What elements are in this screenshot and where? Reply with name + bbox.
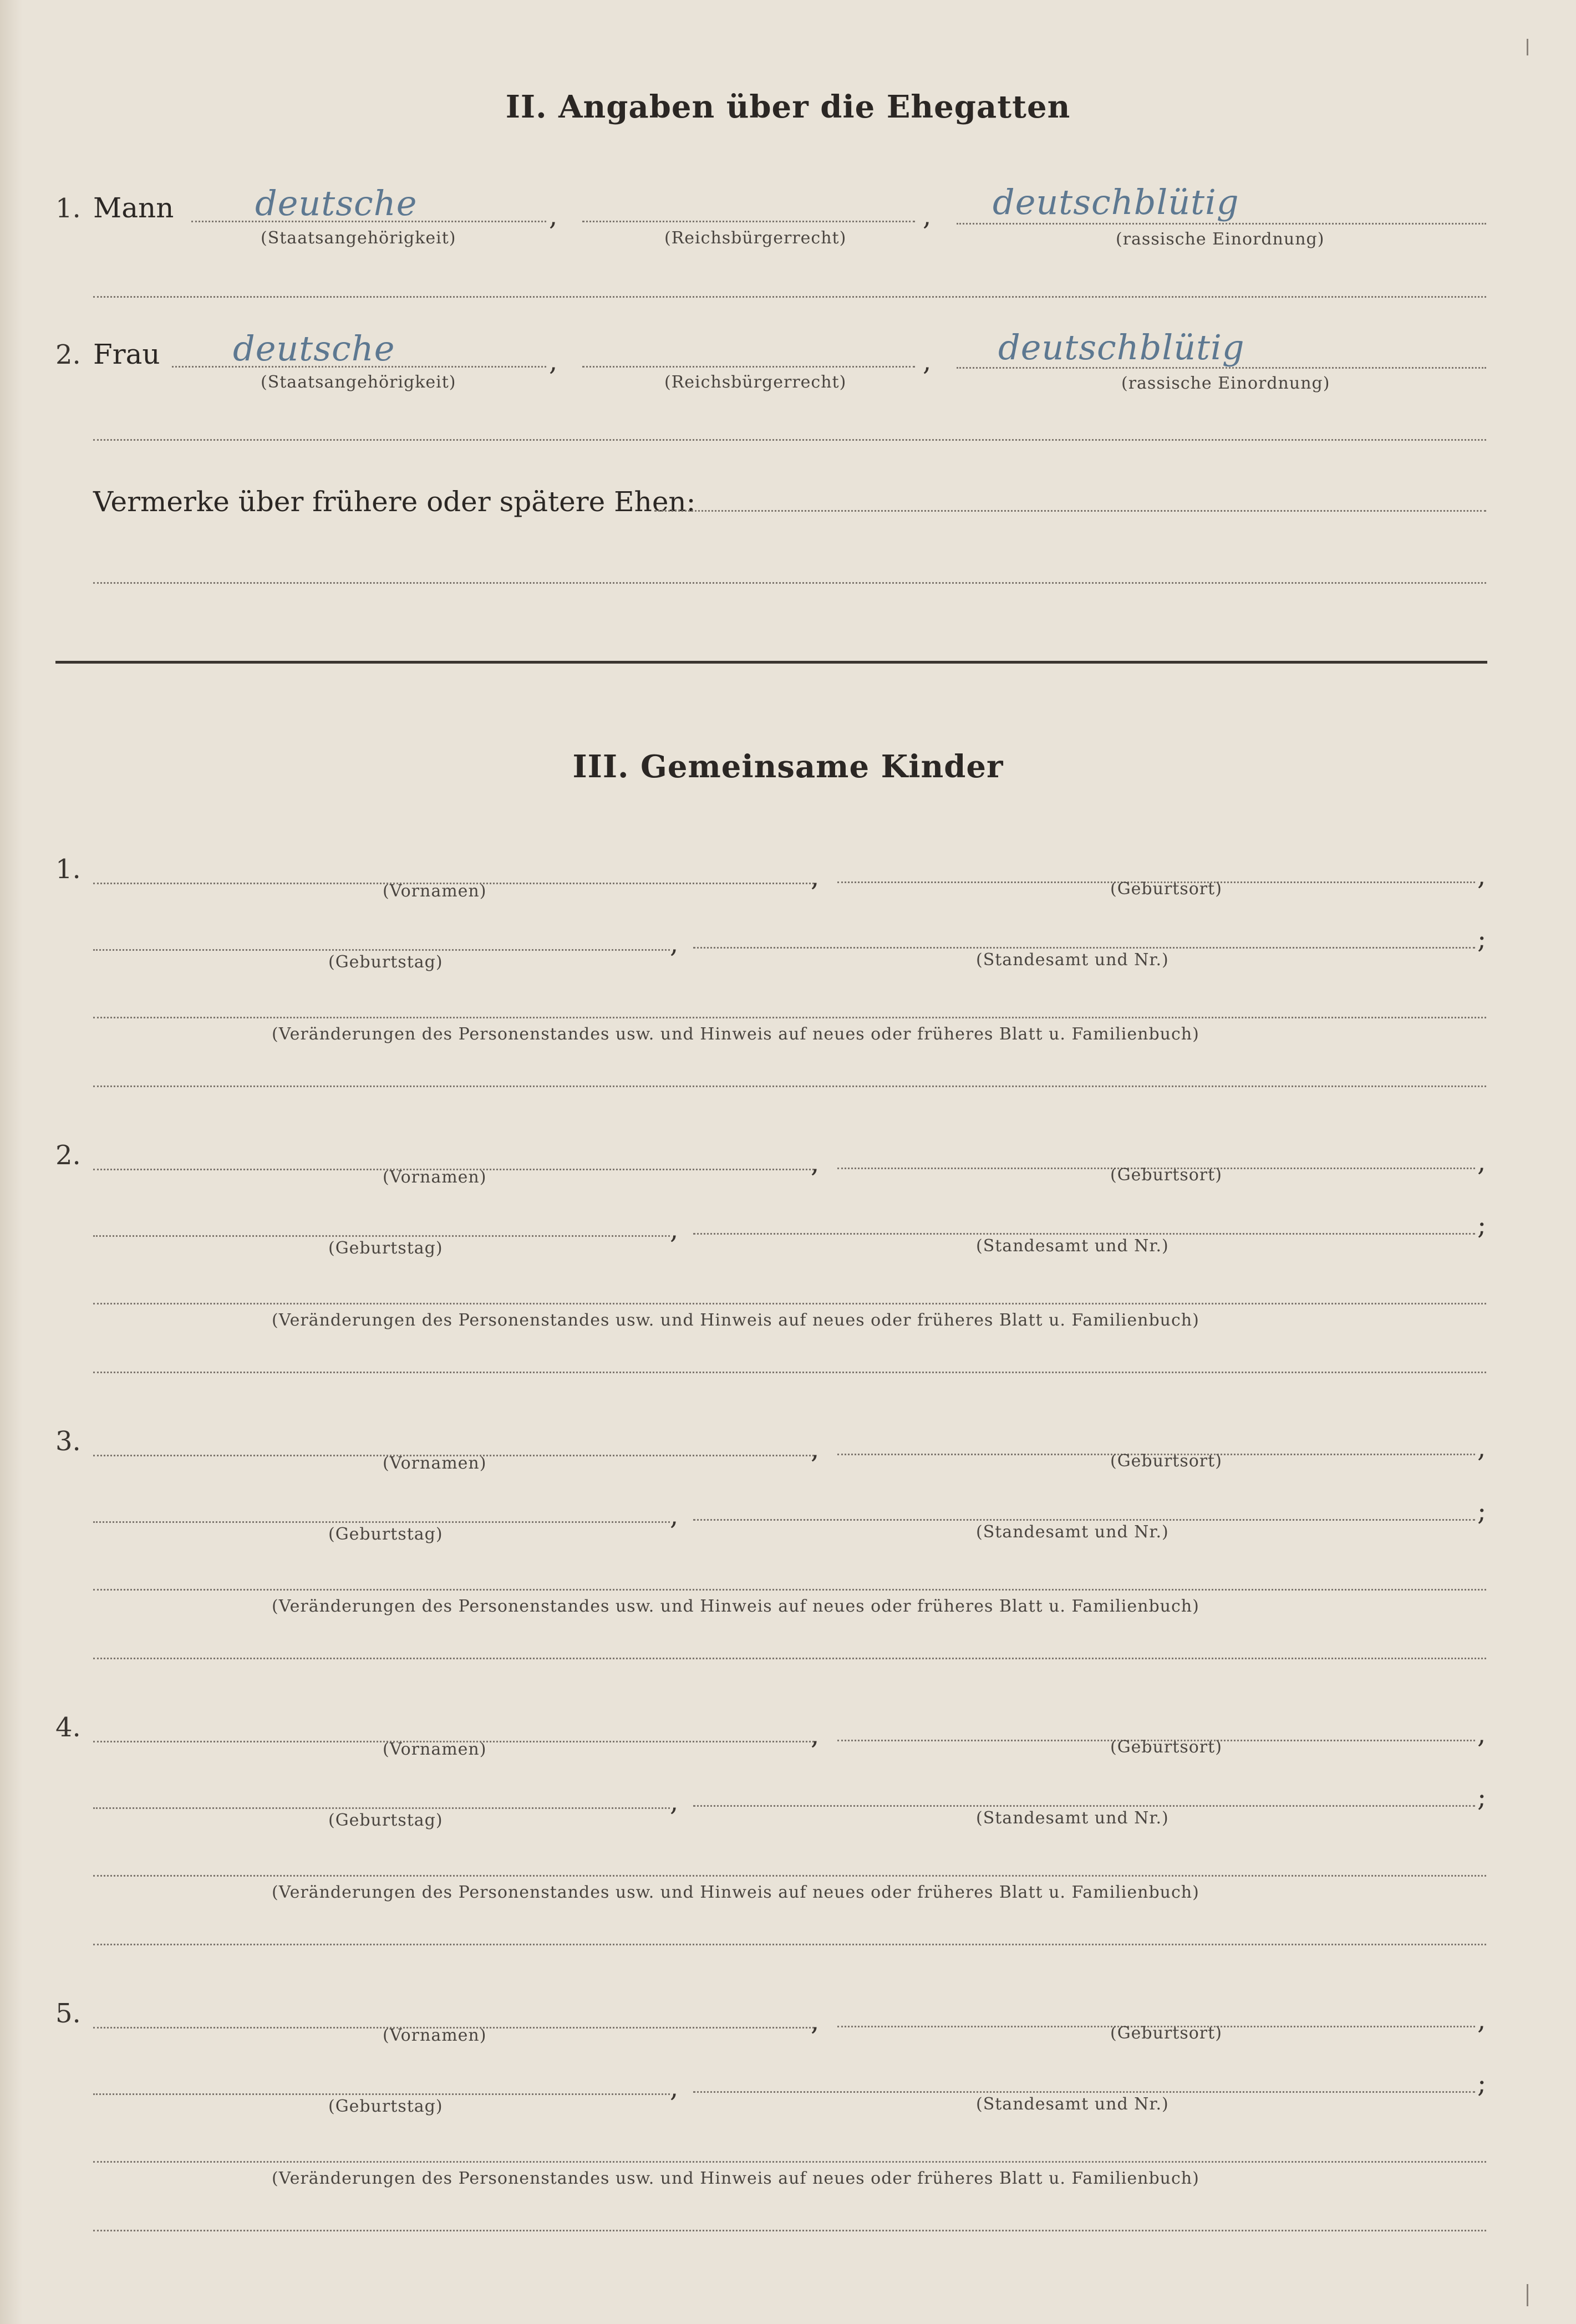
child-standesamt-line[interactable] (693, 1519, 1475, 1521)
comma: , (1477, 2005, 1486, 2036)
semicolon: ; (1477, 924, 1487, 955)
caption-geburtstag: (Geburtstag) (328, 2097, 443, 2116)
caption-vornamen: (Vornamen) (383, 2026, 487, 2045)
comma: , (923, 201, 932, 232)
comma: , (1477, 1433, 1486, 1464)
child-standesamt-line[interactable] (693, 1233, 1475, 1235)
spouse-2-label: Frau (93, 338, 160, 370)
child-standesamt-line[interactable] (693, 947, 1475, 949)
comma: , (670, 1214, 679, 1245)
spouse-1-rassische-einordnung-value: deutschblütig (993, 182, 1239, 222)
caption-veraenderungen: (Veränderungen des Personenstandes usw. und Hinweis auf neues oder früheres Blatt u. Familienbuch) (272, 1311, 1199, 1330)
caption-veraenderungen: (Veränderungen des Personenstandes usw. und Hinweis auf neues oder früheres Blatt u. Familienbuch) (272, 1597, 1199, 1616)
comma: , (670, 1786, 679, 1817)
caption-vornamen: (Vornamen) (383, 1740, 487, 1759)
semicolon: ; (1477, 1496, 1487, 1527)
caption-geburtsort: (Geburtsort) (1110, 1737, 1222, 1757)
comma: , (670, 1500, 679, 1531)
caption-rassische-einordnung-1: (rassische Einordnung) (1116, 230, 1325, 249)
caption-geburtsort: (Geburtsort) (1110, 1165, 1222, 1185)
caption-geburtsort: (Geburtsort) (1110, 1451, 1222, 1471)
child-veraenderungen-line[interactable] (93, 1875, 1486, 1877)
comma: , (549, 201, 558, 232)
child-number: 2. (55, 1140, 81, 1171)
caption-standesamt: (Standesamt und Nr.) (976, 950, 1169, 970)
child-geburtstag-line[interactable] (93, 1235, 670, 1237)
caption-vornamen: (Vornamen) (383, 881, 487, 901)
caption-veraenderungen: (Veränderungen des Personenstandes usw. und Hinweis auf neues oder früheres Blatt u. Familienbuch) (272, 2169, 1199, 2188)
child-number: 4. (55, 1712, 81, 1743)
child-geburtstag-line[interactable] (93, 1807, 670, 1809)
spouse-1-number: 1. (55, 193, 81, 224)
child-extra-line[interactable] (93, 1372, 1486, 1373)
comma: , (670, 2072, 679, 2103)
caption-reichsbuergerrecht-1: (Reichsbürgerrecht) (664, 228, 847, 248)
comma: , (811, 1148, 820, 1179)
comma: , (670, 928, 679, 959)
caption-geburtsort: (Geburtsort) (1110, 879, 1222, 899)
child-number: 5. (55, 1998, 81, 2029)
comma: , (1477, 860, 1486, 891)
caption-reichsbuergerrecht-2: (Reichsbürgerrecht) (664, 373, 847, 392)
caption-standesamt: (Standesamt und Nr.) (976, 1808, 1169, 1828)
caption-veraenderungen: (Veränderungen des Personenstandes usw. und Hinweis auf neues oder früheres Blatt u. Familienbuch) (272, 1025, 1199, 1044)
child-veraenderungen-line[interactable] (93, 1017, 1486, 1018)
section-2-title: II. Angaben über die Ehegatten (505, 89, 1071, 125)
semicolon: ; (1477, 1782, 1487, 1813)
child-number: 3. (55, 1426, 81, 1457)
comma: , (811, 2006, 820, 2037)
semicolon: ; (1477, 1210, 1487, 1241)
caption-veraenderungen: (Veränderungen des Personenstandes usw. und Hinweis auf neues oder früheres Blatt u. Familienbuch) (272, 1883, 1199, 1902)
caption-geburtstag: (Geburtstag) (328, 1239, 443, 1258)
spouse-1-continuation-line[interactable] (93, 296, 1486, 298)
caption-standesamt: (Standesamt und Nr.) (976, 1236, 1169, 1256)
spouse-1-staatsangehoerigkeit-value: deutsche (255, 183, 418, 223)
comma: , (1477, 1146, 1486, 1178)
spouse-2-continuation-line[interactable] (93, 439, 1486, 441)
child-standesamt-line[interactable] (693, 1805, 1475, 1807)
vermerke-line-2[interactable] (93, 582, 1486, 584)
vermerke-line-1[interactable] (654, 510, 1486, 512)
caption-standesamt: (Standesamt und Nr.) (976, 1522, 1169, 1542)
section-3-title: III. Gemeinsame Kinder (572, 748, 1004, 785)
child-veraenderungen-line[interactable] (93, 1589, 1486, 1591)
child-geburtstag-line[interactable] (93, 2093, 670, 2095)
comma: , (811, 862, 820, 893)
spouse-1-reichsbuergerrecht-line[interactable] (582, 221, 915, 222)
caption-standesamt: (Standesamt und Nr.) (976, 2094, 1169, 2114)
caption-geburtstag: (Geburtstag) (328, 1525, 443, 1544)
child-geburtstag-line[interactable] (93, 1521, 670, 1523)
caption-staatsangehoerigkeit-1: (Staatsangehörigkeit) (261, 228, 456, 248)
child-standesamt-line[interactable] (693, 2091, 1475, 2093)
comma: , (1477, 1719, 1486, 1750)
spouse-1-label: Mann (93, 192, 174, 224)
vermerke-label: Vermerke über frühere oder spätere Ehen: (93, 486, 696, 518)
child-veraenderungen-line[interactable] (93, 2161, 1486, 2163)
comma: , (811, 1720, 820, 1751)
spouse-2-reichsbuergerrecht-line[interactable] (582, 366, 915, 368)
spouse-1-rassische-einordnung-line[interactable] (957, 223, 1486, 225)
caption-geburtstag: (Geburtstag) (328, 1811, 443, 1830)
child-extra-line[interactable] (93, 1658, 1486, 1659)
page-binding-shadow (0, 0, 22, 2324)
caption-vornamen: (Vornamen) (383, 1168, 487, 1187)
child-extra-line[interactable] (93, 1085, 1486, 1087)
spouse-2-staatsangehoerigkeit-value: deutsche (233, 328, 395, 369)
comma: , (549, 346, 558, 377)
top-edge-mark (1527, 39, 1528, 55)
child-extra-line[interactable] (93, 2230, 1486, 2231)
caption-vornamen: (Vornamen) (383, 1454, 487, 1473)
spouse-2-number: 2. (55, 339, 81, 370)
comma: , (923, 346, 932, 377)
caption-geburtsort: (Geburtsort) (1110, 2024, 1222, 2043)
caption-staatsangehoerigkeit-2: (Staatsangehörigkeit) (261, 373, 456, 392)
spouse-2-rassische-einordnung-value: deutschblütig (998, 327, 1245, 368)
caption-geburtstag: (Geburtstag) (328, 952, 443, 972)
comma: , (811, 1434, 820, 1465)
child-number: 1. (55, 854, 81, 885)
caption-rassische-einordnung-2: (rassische Einordnung) (1121, 374, 1330, 393)
child-extra-line[interactable] (93, 1944, 1486, 1945)
bottom-edge-mark (1527, 2284, 1528, 2306)
child-geburtstag-line[interactable] (93, 949, 670, 951)
child-veraenderungen-line[interactable] (93, 1303, 1486, 1304)
section-divider (55, 661, 1487, 664)
semicolon: ; (1477, 2068, 1487, 2099)
